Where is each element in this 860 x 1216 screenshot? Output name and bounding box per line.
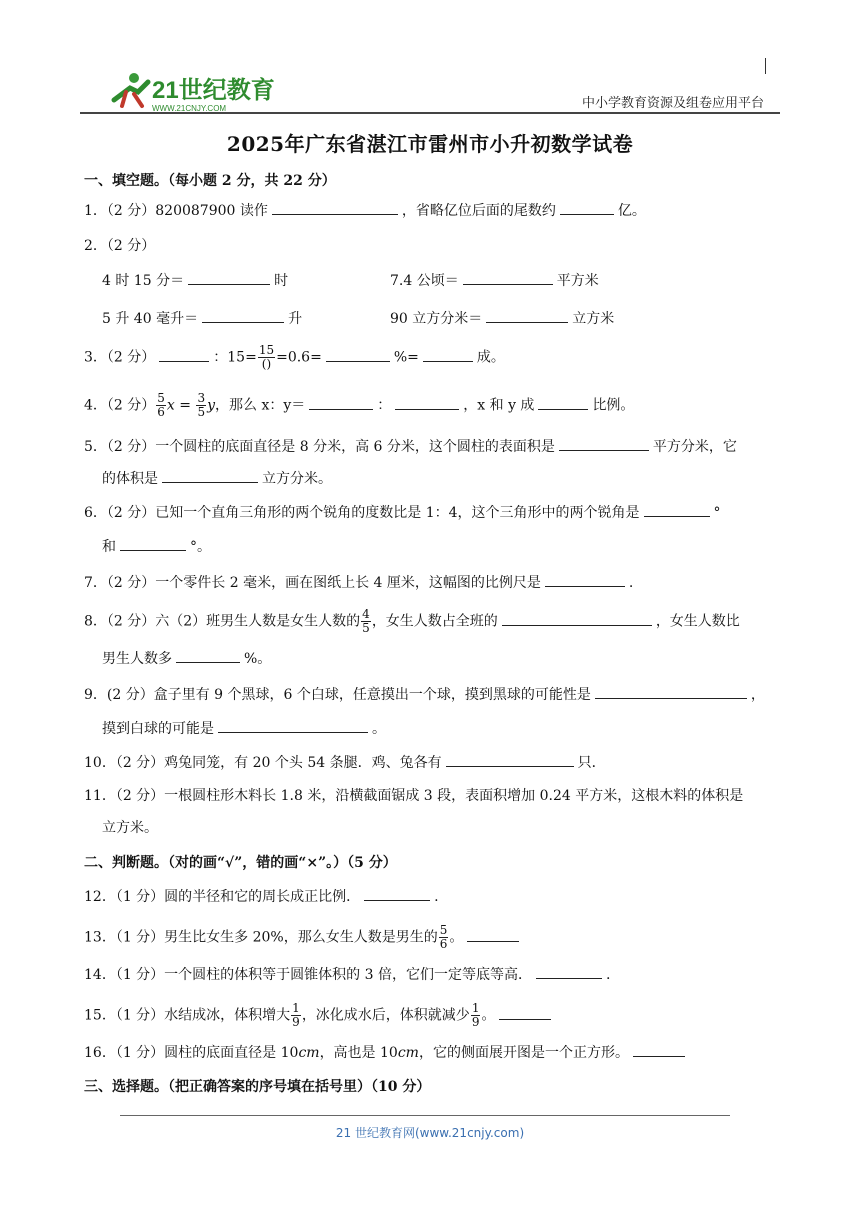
question-11: 11．（2 分）一根圆柱形木料长 1.8 米，沿横截面锯成 3 段，表面积增加 0.24 平方米，这根木料的体积是 — [84, 788, 744, 804]
question-8: 8．（2 分）六（2）班男生人数是女生人数的 $\frac{4}{5}$ ，女生人数占全班的 ，女生人数比 — [84, 607, 740, 635]
answer-blank[interactable] — [218, 718, 368, 733]
fraction: $\frac{5}{6}$ — [157, 391, 165, 419]
footer-link[interactable]: 21 世纪教育网(www.21cnjy.com) — [335, 1126, 525, 1140]
question-13: 13．（1 分）男生比女生多 20%，那么女生人数是男生的 $\frac{5}{6}$ 。 — [84, 924, 523, 951]
answer-blank[interactable] — [633, 1042, 685, 1057]
question-2: 2．（2 分） — [84, 238, 156, 254]
question-2-row-1: 4 时 15 分＝ 时 — [102, 270, 288, 291]
question-5-cont: 的体积是 立方分米。 — [102, 468, 332, 489]
answer-blank[interactable] — [545, 572, 625, 587]
question-15: 15．（1 分）水结成冰，体积增大 $\frac{1}{9}$ ，冰化成水后，体积就减少 $\frac{1}{9}$ 。 — [84, 1002, 555, 1029]
fraction: $\frac{4}{5}$ — [362, 607, 370, 635]
answer-blank[interactable] — [326, 347, 390, 362]
answer-blank[interactable] — [536, 964, 602, 979]
question-6: 6．（2 分）已知一个直角三角形的两个锐角的度数比是 1：4，这个三角形中的两个锐角是 ° — [84, 502, 721, 523]
answer-blank[interactable] — [499, 1005, 551, 1020]
question-14: 14．（1 分）一个圆柱的体积等于圆锥体积的 3 倍，它们一定等底等高． . — [84, 964, 610, 985]
answer-blank[interactable] — [502, 611, 652, 626]
question-9-cont: 摸到白球的可能是 。 — [102, 718, 386, 739]
answer-blank[interactable] — [272, 200, 398, 215]
answer-blank[interactable] — [188, 270, 270, 285]
section-heading-judge: 二、判断题。（对的画“√”，错的画“×”。）（5 分） — [84, 855, 397, 871]
answer-blank[interactable] — [467, 927, 519, 942]
answer-blank[interactable] — [463, 270, 553, 285]
answer-blank[interactable] — [309, 395, 373, 410]
answer-blank[interactable] — [176, 648, 240, 663]
question-16: 16．（1 分）圆柱的底面直径是 10cm，高也是 10cm，它的侧面展开图是一个正方形。 — [84, 1042, 689, 1063]
answer-blank[interactable] — [559, 436, 649, 451]
answer-blank[interactable] — [423, 347, 473, 362]
site-logo — [104, 70, 284, 114]
question-12: 12．（1 分）圆的半径和它的周长成正比例． . — [84, 886, 439, 907]
fraction: $\frac{3}{5}$ — [197, 391, 206, 419]
answer-blank[interactable] — [395, 395, 459, 410]
question-2-row-2: 5 升 40 毫升＝ 升 — [102, 308, 302, 329]
platform-name: 中小学教育资源及组卷应用平台 — [581, 96, 764, 111]
question-7: 7．（2 分）一个零件长 2 毫米，画在图纸上长 4 厘米，这幅图的比例尺是 . — [84, 572, 633, 593]
logo-text: 21世纪教育 — [152, 77, 275, 104]
answer-blank[interactable] — [560, 200, 614, 215]
fraction: $\frac{5}{6}$ — [439, 923, 448, 951]
question-2-row-2b: 90 立方分米＝ 立方米 — [390, 308, 614, 329]
answer-blank[interactable] — [162, 468, 258, 483]
answer-blank[interactable] — [644, 502, 710, 517]
answer-blank[interactable] — [202, 308, 284, 323]
question-3: 3．（2 分） ：15= $\frac{15}{()}$ =0.6= %= 成。 — [84, 343, 505, 371]
answer-blank[interactable] — [446, 752, 574, 767]
answer-blank[interactable] — [364, 886, 430, 901]
answer-blank[interactable] — [120, 536, 186, 551]
page-title: 2025年广东省湛江市雷州市小升初数学试卷 — [226, 132, 634, 156]
fraction: $\frac{1}{9}$ — [471, 1001, 480, 1029]
header-divider — [80, 112, 780, 114]
header-tick — [765, 58, 766, 74]
question-2-row-1b: 7.4 公顷＝ 平方米 — [390, 270, 599, 291]
footer-divider — [120, 1115, 730, 1116]
answer-blank[interactable] — [538, 395, 588, 410]
section-heading-fill: 一、填空题。（每小题 2 分，共 22 分） — [84, 173, 336, 189]
question-5: 5．（2 分）一个圆柱的底面直径是 8 分米，高 6 分米，这个圆柱的表面积是 平方分米，它 — [84, 436, 737, 457]
question-6-cont: 和 °。 — [102, 536, 211, 557]
question-11-cont: 立方米。 — [102, 820, 158, 836]
question-10: 10．（2 分）鸡兔同笼，有 20 个头 54 条腿．鸡、兔各有 只． — [84, 752, 606, 773]
answer-blank[interactable] — [595, 684, 747, 699]
question-4: 4．（2 分） $\frac{5}{6}$ x = $\frac{3}{5}$ y，那么 x：y＝ ： ，x 和 y 成 比例。 — [84, 391, 635, 419]
answer-blank[interactable] — [486, 308, 568, 323]
question-9: 9．(2 分）盒子里有 9 个黑球，6 个白球，任意摸出一个球，摸到黑球的可能性是 ， — [84, 684, 765, 705]
logo-url: WWW.21CNJY.COM — [152, 104, 227, 113]
fraction: $\frac{15}{()}$ — [258, 343, 275, 371]
section-heading-choice: 三、选择题。（把正确答案的序号填在括号里）（10 分） — [84, 1079, 431, 1095]
fraction: $\frac{1}{9}$ — [292, 1001, 300, 1029]
question-8-cont: 男生人数多 %。 — [102, 648, 271, 669]
question-1: 1．（2 分）820087900 读作 ，省略亿位后面的尾数约 亿。 — [84, 200, 646, 221]
answer-blank[interactable] — [159, 347, 209, 362]
